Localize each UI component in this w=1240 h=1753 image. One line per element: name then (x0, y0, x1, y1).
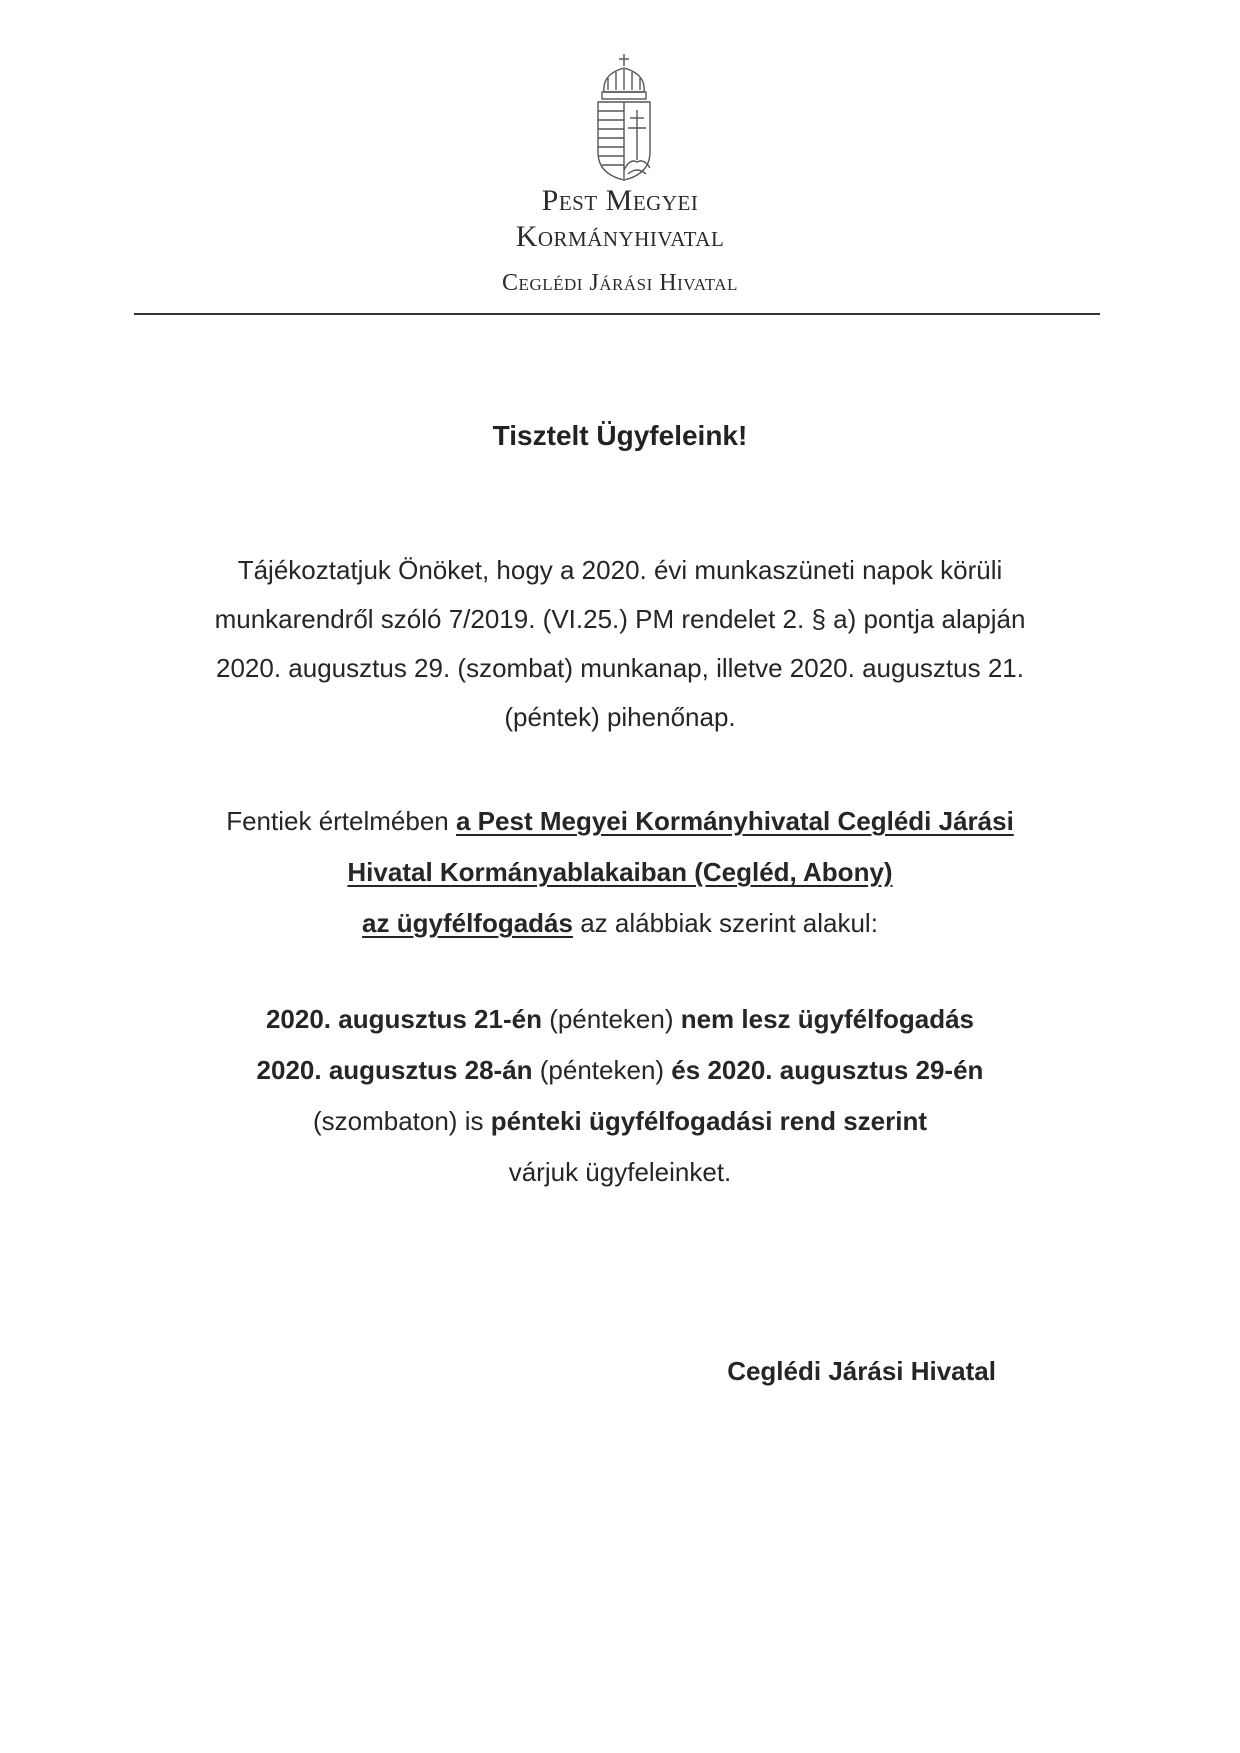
schedule-line (140, 1045, 1100, 1096)
bold-text: nem lesz ügyfélfogadás (680, 1004, 975, 1034)
paragraph-line: 2020. augusztus 29. (szombat) munkanap, illetve 2020. augusztus 21. (216, 653, 1024, 683)
bold-date: 2020. augusztus 28-án (256, 1055, 533, 1085)
paragraph-line (140, 796, 1100, 847)
bold-text: és 2020. augusztus 29-én (671, 1055, 984, 1085)
tail-text: az alábbiak szerint alakul: (572, 908, 878, 938)
paragraph-line (140, 847, 1100, 898)
bold-date: 2020. augusztus 21-én (265, 1004, 542, 1034)
office-hours-paragraph (140, 796, 1100, 949)
plain-text: (pénteken) (532, 1055, 672, 1085)
paragraph-line: munkarendről szóló 7/2019. (VI.25.) PM rendelet 2. § a) pontja alapján (214, 604, 1026, 634)
notice-paragraph (140, 546, 1100, 742)
paragraph-line: Tájékoztatjuk Önöket, hogy a 2020. évi munkaszüneti napok körüli (237, 555, 1003, 585)
plain-text: várjuk ügyfeleinket. (508, 1157, 732, 1187)
lead-text: Fentiek értelmében (226, 806, 456, 836)
office-department: Ceglédi Járási Hivatal (502, 270, 738, 296)
schedule-line (140, 994, 1100, 1045)
plain-text: (pénteken) (541, 1004, 681, 1034)
schedule-line (140, 1147, 1100, 1198)
plain-text: (szombaton) is (312, 1106, 491, 1136)
bold-text: pénteki ügyfélfogadási rend szerint (490, 1106, 928, 1136)
underlined-text: az ügyfélfogadás (362, 908, 573, 938)
schedule-line (140, 1096, 1100, 1147)
paragraph-line: (péntek) pihenőnap. (504, 702, 736, 732)
signature: Ceglédi Járási Hivatal (727, 1356, 996, 1386)
salutation: Tisztelt Ügyfeleink! (492, 420, 748, 451)
office-name-line1: Pest Megyei (541, 184, 699, 217)
paragraph-line (140, 898, 1100, 949)
hungarian-coat-of-arms-icon (588, 52, 660, 182)
underlined-text: a Pest Megyei Kormányhivatal Ceglédi Járási (456, 806, 1014, 836)
header-divider (134, 313, 1100, 315)
schedule-paragraph (140, 994, 1100, 1198)
office-name-line2: Kormányhivatal (515, 220, 725, 253)
underlined-text: Hivatal Kormányablakaiban (Cegléd, Abony) (347, 857, 893, 887)
